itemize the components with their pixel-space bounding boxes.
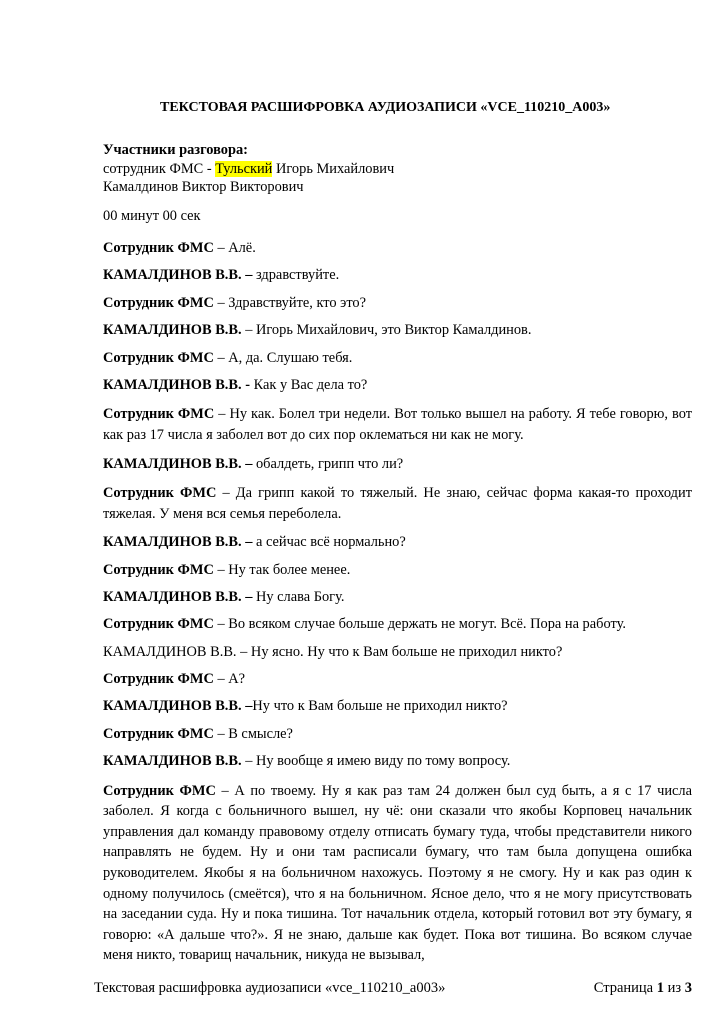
utterance-text: – Ну так более менее. bbox=[213, 561, 351, 578]
utterance-text: – А, да. Слушаю тебя. bbox=[213, 349, 353, 366]
utterance-text: – Да грипп какой то тяжелый. Не знаю, сейчас форма какая-то проходит тяжелая. У меня вся семья переболела. bbox=[103, 484, 692, 522]
speaker-label: Сотрудник ФМС bbox=[103, 782, 216, 799]
dialog-turn bbox=[103, 644, 692, 661]
page-number bbox=[594, 980, 692, 997]
participant-1-suffix: Игорь Михайлович bbox=[272, 160, 395, 177]
utterance-text: Ну слава Богу. bbox=[252, 588, 345, 605]
speaker-label: Сотрудник ФМС bbox=[103, 240, 214, 256]
page-of: из bbox=[664, 980, 685, 996]
participants-block bbox=[103, 141, 394, 197]
dialog-turn bbox=[103, 698, 692, 715]
utterance-text: – В смысле? bbox=[213, 725, 293, 742]
speaker-label: Сотрудник ФМС bbox=[103, 725, 214, 742]
dialog-turn bbox=[103, 377, 692, 394]
utterance-text: здравствуйте. bbox=[252, 267, 340, 284]
utterance-text: – Игорь Михайлович, это Виктор Камалдинов. bbox=[241, 322, 532, 339]
dialog-turn bbox=[103, 562, 692, 579]
dialog-turn bbox=[103, 322, 692, 339]
dialog-turn bbox=[103, 483, 692, 524]
dialog-turn bbox=[103, 534, 692, 551]
speaker-label: Сотрудник ФМС bbox=[103, 616, 214, 633]
utterance-text: – Во всяком случае больше держать не могут. Всё. Пора на работу. bbox=[213, 616, 626, 633]
dialog-turn bbox=[103, 350, 692, 367]
speaker-label: Сотрудник ФМС bbox=[103, 561, 214, 578]
speaker-label: КАМАЛДИНОВ В.В. – bbox=[103, 588, 253, 605]
participants-heading: Участники разговора: bbox=[103, 142, 248, 158]
highlighted-surname: Тульский bbox=[215, 160, 273, 177]
utterance-text: – Здравствуйте, кто это? bbox=[213, 294, 366, 311]
speaker-label: Сотрудник ФМС bbox=[103, 294, 214, 311]
page-label: Страница bbox=[593, 980, 657, 996]
utterance-text: – Ну ясно. Ну что к Вам больше не приходил никто? bbox=[236, 643, 563, 660]
speaker-label: КАМАЛДИНОВ В.В. bbox=[103, 643, 237, 660]
speaker-label: Сотрудник ФМС bbox=[103, 671, 214, 688]
dialog-turn bbox=[103, 240, 692, 257]
utterance-text: а сейчас всё нормально? bbox=[252, 534, 406, 551]
participant-line-2: Камалдинов Виктор Викторович bbox=[103, 179, 304, 195]
dialog-turn bbox=[103, 295, 692, 312]
dialog-turn bbox=[103, 726, 692, 743]
speaker-label: КАМАЛДИНОВ В.В. – bbox=[103, 534, 253, 551]
utterance-text: – Ну как. Болел три недели. Вот только вышел на работу. Я тебе говорю, вот как раз 17 числа я заболел вот до сих пор оклематься ни как не могу. bbox=[103, 406, 692, 443]
dialog-turn bbox=[103, 589, 692, 606]
speaker-label: Сотрудник ФМС bbox=[103, 484, 217, 501]
speaker-label: КАМАЛДИНОВ В.В. - bbox=[103, 376, 250, 393]
speaker-label: КАМАЛДИНОВ В.В. bbox=[103, 322, 242, 339]
utterance-text: – А? bbox=[213, 671, 246, 688]
dialog-turn bbox=[103, 616, 692, 633]
utterance-text: – Ну вообще я имею виду по тому вопросу. bbox=[241, 753, 511, 770]
speaker-label: КАМАЛДИНОВ В.В. bbox=[103, 753, 242, 770]
page-current: 1 bbox=[656, 980, 664, 996]
participant-line-1 bbox=[103, 160, 394, 179]
speaker-label: КАМАЛДИНОВ В.В. – bbox=[103, 267, 253, 284]
dialog-turn bbox=[103, 781, 692, 966]
footer-document-name: Текстовая расшифровка аудиозаписи «vce_110210_a003» bbox=[94, 980, 446, 996]
speaker-label: Сотрудник ФМС bbox=[103, 349, 214, 366]
dialog-turn bbox=[103, 267, 692, 284]
utterance-text: Как у Вас дела то? bbox=[249, 376, 368, 393]
utterance-text: – Алё. bbox=[213, 240, 256, 256]
speaker-label: Сотрудник ФМС bbox=[103, 406, 215, 423]
timestamp: 00 минут 00 сек bbox=[103, 208, 201, 224]
dialog-turn bbox=[103, 456, 692, 473]
speaker-label: КАМАЛДИНОВ В.В. – bbox=[103, 455, 253, 472]
utterance-text: – А по твоему. Ну я как раз там 24 должен был суд быть, а я с 17 числа заболел. Я когда с больничного вышел, ну чё: они сказали что якобы Корповец начальник управления дал команду правовому отделу отписать бумагу туда, чтобы представители никого направлять не будем. Ну и они там расписали бумагу, что там была допущена ошибка руководителем. Якобы я на больничном нахожусь. Поэтому я не смогу. Ну и как раз один к одному получилось (смеётся), что я на больничном. Ясное дело, что я не могу присутствовать на заседании суда. Ну и пока тишина. Тот начальник отдела, который готовил вот эту бумагу, я говорю: «А дальше что?». Я не знаю, дальше как будет. Пока вот тишина. Во всяком случае меня никто, товарищ начальник, никуда не вызывал, bbox=[103, 782, 692, 964]
document-title: ТЕКСТОВАЯ РАСШИФРОВКА АУДИОЗАПИСИ «VCE_110210_A003» bbox=[160, 100, 611, 115]
utterance-text: обалдеть, грипп что ли? bbox=[252, 455, 404, 472]
dialog-transcript bbox=[103, 240, 692, 976]
dialog-turn bbox=[103, 404, 692, 445]
dialog-turn bbox=[103, 671, 692, 688]
speaker-label: КАМАЛДИНОВ В.В. – bbox=[103, 698, 253, 715]
utterance-text: Ну что к Вам больше не приходил никто? bbox=[252, 698, 508, 715]
page-total: 3 bbox=[684, 980, 692, 996]
dialog-turn bbox=[103, 753, 692, 770]
participant-1-prefix: сотрудник ФМС - bbox=[103, 160, 216, 177]
